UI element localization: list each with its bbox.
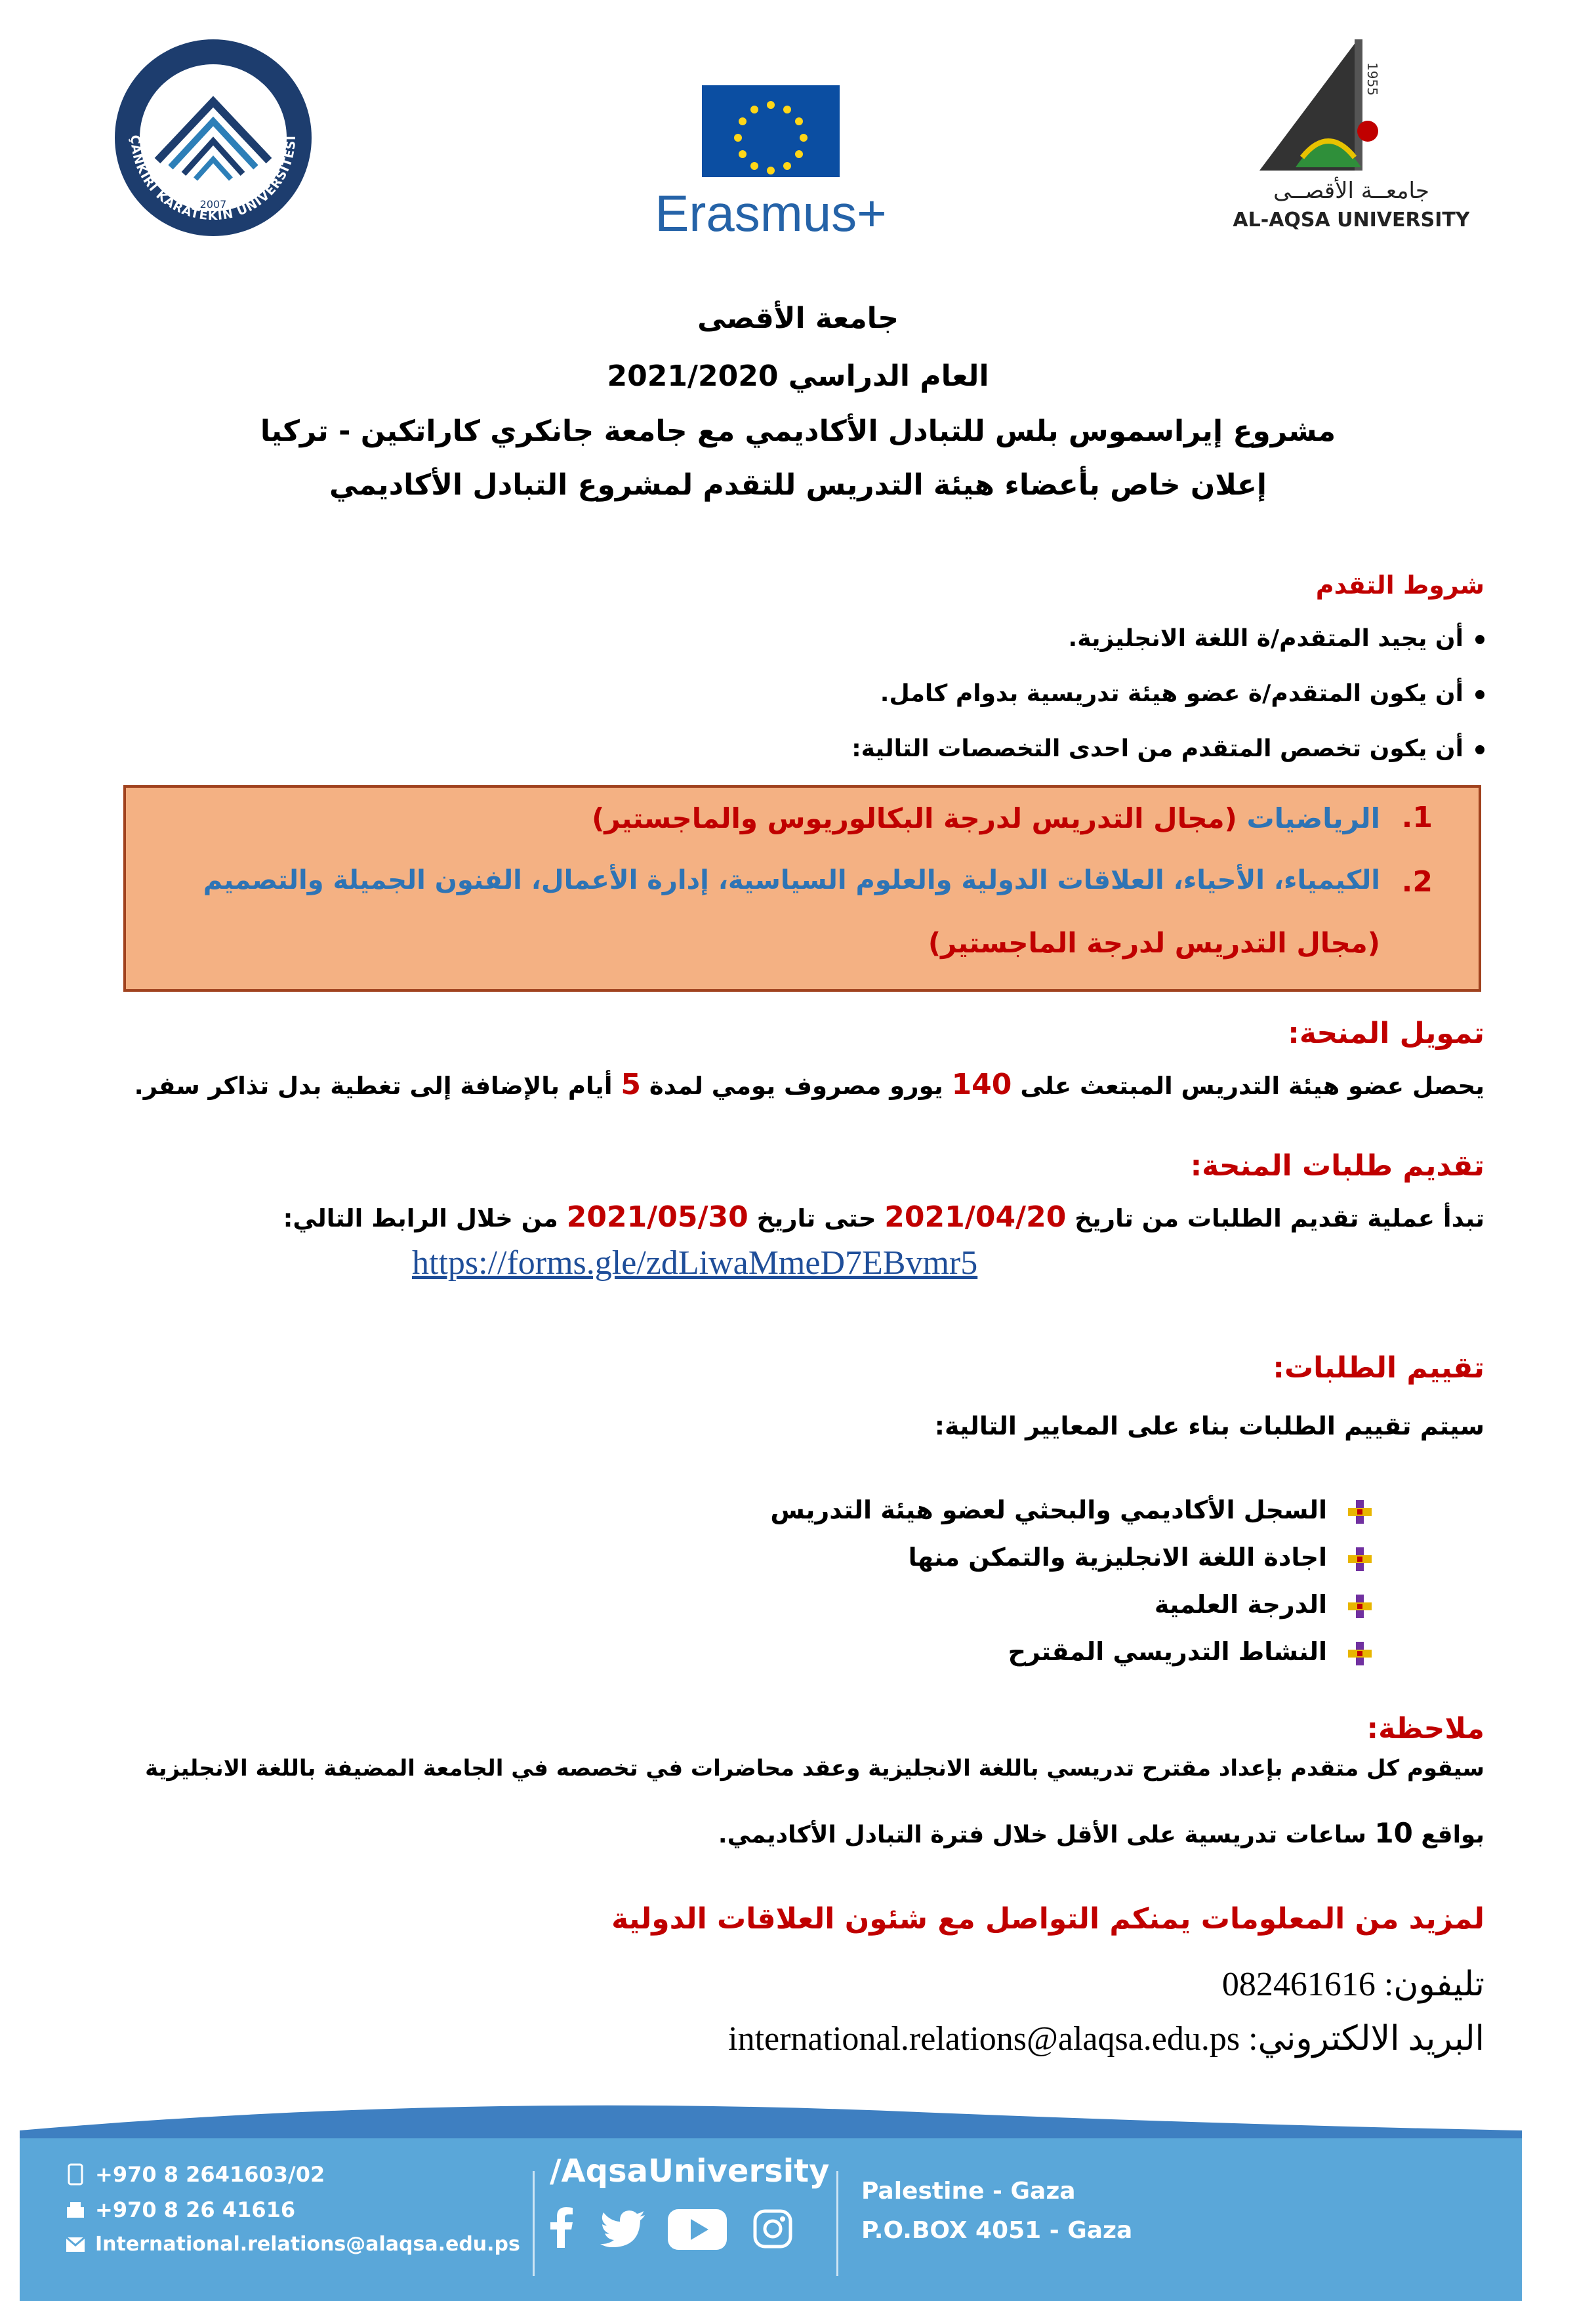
facebook-icon[interactable] [548,2207,574,2248]
funding-days: 5 [621,1068,642,1101]
criterion-item [770,1486,1373,1534]
note-hours: 10 [1374,1817,1413,1849]
funding-text-c: أيام بالإضافة إلى تغطية بدل تذاكر سفر. [134,1072,613,1100]
twitter-icon[interactable] [600,2210,646,2247]
spec-number-1: 1. [1401,801,1433,834]
email-label: البريد الالكتروني: [1248,2020,1484,2058]
funding-text-a: يحصل عضو هيئة التدريس المبتعث على [1020,1072,1484,1100]
spec-subject-math: الرياضيات [1246,802,1380,834]
logo-founding-year: 1955 [1364,62,1380,96]
footer-fax: +970 8 26 41616 [95,2197,296,2222]
logo-year: 2007 [199,198,227,211]
spec-note-2: (مجال التدريس لدرجة الماجستير) [928,927,1380,959]
application-text-c: من خلال الرابط التالي: [283,1204,558,1232]
footer-phone: +970 8 2641603/02 [95,2162,325,2187]
note-text-a: بواقع [1421,1822,1484,1848]
funding-amount: 140 [951,1068,1012,1101]
application-heading: تقديم طلبات المنحة: [1190,1149,1484,1183]
note-line-2 [718,1817,1484,1849]
cankiri-university-logo [112,36,315,239]
mobile-phone-icon [66,2163,85,2186]
erasmus-wordmark: Erasmus+ [655,184,887,242]
phone-label: تليفون: [1383,1966,1484,2003]
social-handle: /AqsaUniversity [550,2153,830,2189]
funding-heading: تمويل المنحة: [1288,1017,1484,1050]
spec-subjects-2: الكيمياء، الأحياء، العلاقات الدولية والعلوم السياسية، إدارة الأعمال، الفنون الجميلة والتصميم [203,865,1380,895]
conditions-list [173,611,1484,777]
title-university: جامعة الأقصى [697,302,899,335]
funding-text [134,1068,1484,1101]
plus-bullet-icon [1347,1640,1373,1667]
condition-item [173,611,1484,666]
footer-email[interactable]: International.relations@alaqsa.edu.ps [95,2233,520,2256]
title-academic-year: العام الدراسي 2021/2020 [607,359,989,393]
email-icon [66,2237,85,2252]
bullet-icon [1475,690,1484,699]
condition-text: أن يكون المتقدم/ة عضو هيئة تدريسية بدوام كامل. [880,680,1463,707]
criterion-item [770,1628,1373,1675]
condition-text: أن يجيد المتقدم/ة اللغة الانجليزية. [1068,625,1463,652]
spec-line-1 [592,802,1380,834]
fax-icon [66,2201,85,2220]
specializations-box [123,785,1481,992]
application-text-b: حتى تاريخ [756,1204,876,1232]
logo-arabic-name: جامعــة الأقصــى [1273,178,1429,204]
evaluation-intro: سيتم تقييم الطلبات بناء على المعايير التالية: [934,1412,1484,1440]
title-project: مشروع إيراسموس بلس للتبادل الأكاديمي مع جامعة جانكري كاراتكين - تركيا [260,415,1336,448]
criterion-item [770,1581,1373,1628]
contact-email-line [728,2019,1484,2058]
footer-location: Palestine - Gaza [861,2178,1076,2205]
phone-number: 082461616 [1221,1966,1376,2003]
application-text-a: تبدأ عملية تقديم الطلبات من تاريخ [1074,1204,1484,1232]
criterion-text: الدرجة العلمية [1154,1590,1327,1619]
erasmus-logo [623,85,938,243]
criterion-text: اجادة اللغة الانجليزية والتمكن منها [908,1543,1327,1572]
plus-bullet-icon [1347,1499,1373,1525]
spec-number-2: 2. [1401,865,1433,899]
condition-item [173,666,1484,722]
youtube-icon[interactable] [668,2209,727,2250]
plus-bullet-icon [1347,1593,1373,1619]
evaluation-heading: تقييم الطلبات: [1273,1351,1484,1385]
instagram-icon[interactable] [753,2209,792,2249]
footer-banner [0,2099,1596,2301]
application-end-date: 2021/05/30 [566,1200,748,1234]
condition-text: أن يكون تخصص المتقدم من احدى التخصصات التالية: [851,735,1463,762]
logo-university-name: ÇANKIRI KARATEKİN ÜNİVERSİTESİ [127,134,299,224]
criterion-text: النشاط التدريسي المقترح [1008,1637,1327,1666]
title-announcement: إعلان خاص بأعضاء هيئة التدريس للتقدم لمشروع التبادل الأكاديمي [329,468,1267,502]
criteria-list [770,1486,1373,1675]
spec-note-1: (مجال التدريس لدرجة البكالوريوس والماجستير) [592,802,1237,834]
funding-text-b: يورو مصروف يومي لمدة [649,1072,943,1100]
footer-pobox: P.O.BOX 4051 - Gaza [861,2217,1133,2244]
criterion-text: السجل الأكاديمي والبحثي لعضو هيئة التدريس [770,1496,1327,1524]
note-text-b: ساعات تدريسية على الأقل خلال فترة التبادل الأكاديمي. [718,1822,1366,1848]
bullet-icon [1475,745,1484,754]
contact-heading: لمزيد من المعلومات يمنكم التواصل مع شئون العلاقات الدولية [611,1902,1484,1936]
application-form-link[interactable]: https://forms.gle/zdLiwaMmeD7EBvmr5 [412,1244,978,1282]
application-start-date: 2021/04/20 [884,1200,1067,1234]
condition-item [173,722,1484,777]
bullet-icon [1475,635,1484,644]
note-heading: ملاحظة: [1366,1712,1484,1745]
contact-phone-line [1222,1965,1484,2004]
plus-bullet-icon [1347,1546,1373,1572]
conditions-heading: شروط التقدم [1315,571,1484,600]
criterion-item [770,1534,1373,1581]
logo-english-name: AL-AQSA UNIVERSITY [1233,209,1469,232]
application-text [283,1200,1484,1234]
alaqsa-university-logo [1220,26,1469,243]
note-line-1: سيقوم كل متقدم بإعداد مقترح تدريسي باللغة الانجليزية وعقد محاضرات في تخصصه في الجامعة المضيفة باللغة الانجليزية [145,1755,1484,1782]
email-address[interactable]: international.relations@alaqsa.edu.ps [728,2020,1240,2058]
